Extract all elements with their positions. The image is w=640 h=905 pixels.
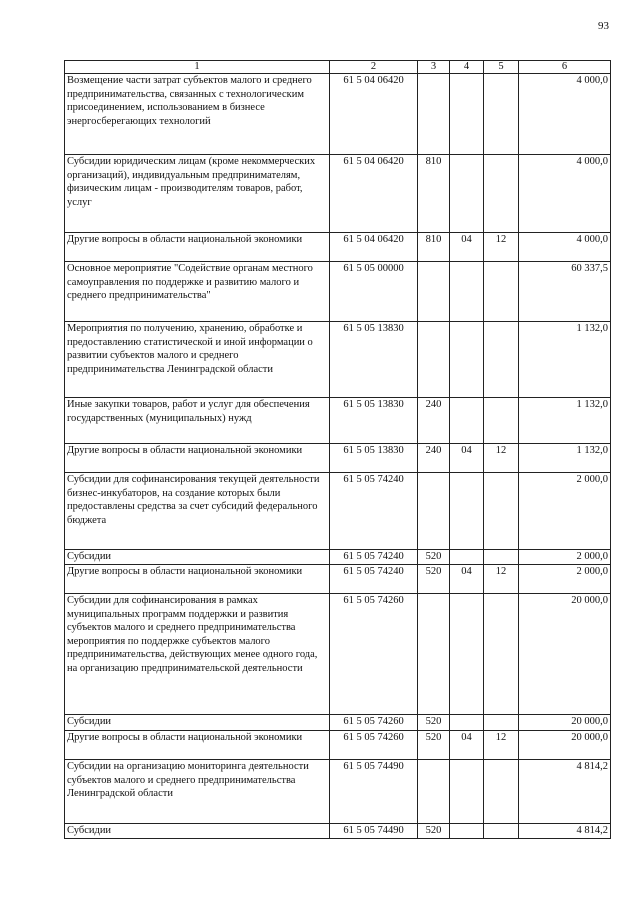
subsection-cell <box>484 715 519 731</box>
expense-type-cell: 240 <box>418 398 450 444</box>
section-cell <box>450 322 484 398</box>
target-article-code-cell: 61 5 05 13830 <box>330 444 418 473</box>
subsection-cell: 12 <box>484 731 519 760</box>
section-cell: 04 <box>450 565 484 594</box>
target-article-code-cell: 61 5 05 74240 <box>330 550 418 565</box>
table-row <box>65 760 611 824</box>
item-name-cell: Субсидии для софинансирования в рамках муниципальных программ поддержки и развития субъектов малого и среднего предпринимательства мероприятия по поддержке субъектов малого предпринимательства, действующих менее одного года, на организацию предпринимательской деятельности <box>65 594 330 715</box>
table-row <box>65 473 611 550</box>
table-row <box>65 262 611 322</box>
table-row <box>65 565 611 594</box>
amount-cell: 4 000,0 <box>519 233 611 262</box>
table-row <box>65 233 611 262</box>
section-cell <box>450 760 484 824</box>
subsection-cell <box>484 594 519 715</box>
section-cell <box>450 550 484 565</box>
amount-cell: 4 000,0 <box>519 74 611 155</box>
item-name-cell: Возмещение части затрат субъектов малого и среднего предпринимательства, связанных с технологическим присоединением, использованием в бизнесе энергосберегающих технологий <box>65 74 330 155</box>
item-name-cell: Субсидии <box>65 824 330 839</box>
amount-cell: 20 000,0 <box>519 594 611 715</box>
subsection-cell <box>484 262 519 322</box>
amount-cell: 2 000,0 <box>519 473 611 550</box>
section-cell: 04 <box>450 444 484 473</box>
section-cell <box>450 824 484 839</box>
section-cell: 04 <box>450 731 484 760</box>
expense-type-cell <box>418 594 450 715</box>
target-article-code-cell: 61 5 05 74490 <box>330 760 418 824</box>
expense-type-cell: 520 <box>418 550 450 565</box>
target-article-code-cell: 61 5 05 74240 <box>330 473 418 550</box>
item-name-cell: Субсидии для софинансирования текущей деятельности бизнес-инкубаторов, на создание которых были предоставлены средства за счет субсидий федерального бюджета <box>65 473 330 550</box>
target-article-code-cell: 61 5 05 74260 <box>330 715 418 731</box>
item-name-cell: Субсидии <box>65 715 330 731</box>
target-article-code-cell: 61 5 05 00000 <box>330 262 418 322</box>
subsection-cell <box>484 74 519 155</box>
item-name-cell: Иные закупки товаров, работ и услуг для обеспечения государственных (муниципальных) нужд <box>65 398 330 444</box>
section-cell <box>450 155 484 233</box>
target-article-code-cell: 61 5 05 74240 <box>330 565 418 594</box>
target-article-code-cell: 61 5 04 06420 <box>330 155 418 233</box>
expense-type-cell <box>418 74 450 155</box>
subsection-cell <box>484 760 519 824</box>
header-cell: 3 <box>418 61 450 74</box>
header-row <box>65 61 611 74</box>
item-name-cell: Субсидии на организацию мониторинга деятельности субъектов малого и среднего предпринимательства Ленинградской области <box>65 760 330 824</box>
item-name-cell: Субсидии юридическим лицам (кроме некоммерческих организаций), индивидуальным предпринимателям, физическим лицам - производителям товаров, работ, услуг <box>65 155 330 233</box>
table-row <box>65 550 611 565</box>
expense-type-cell: 520 <box>418 824 450 839</box>
expense-type-cell: 240 <box>418 444 450 473</box>
header-cell: 5 <box>484 61 519 74</box>
section-cell <box>450 594 484 715</box>
table-row <box>65 594 611 715</box>
section-cell <box>450 398 484 444</box>
amount-cell: 4 814,2 <box>519 824 611 839</box>
item-name-cell: Субсидии <box>65 550 330 565</box>
subsection-cell <box>484 322 519 398</box>
subsection-cell <box>484 155 519 233</box>
expense-type-cell <box>418 262 450 322</box>
target-article-code-cell: 61 5 05 13830 <box>330 322 418 398</box>
table-row <box>65 398 611 444</box>
header-cell: 1 <box>65 61 330 74</box>
target-article-code-cell: 61 5 04 06420 <box>330 233 418 262</box>
table-row <box>65 824 611 839</box>
subsection-cell: 12 <box>484 444 519 473</box>
expense-type-cell <box>418 760 450 824</box>
table-row <box>65 322 611 398</box>
amount-cell: 60 337,5 <box>519 262 611 322</box>
amount-cell: 20 000,0 <box>519 731 611 760</box>
amount-cell: 4 000,0 <box>519 155 611 233</box>
subsection-cell: 12 <box>484 565 519 594</box>
expense-type-cell: 810 <box>418 233 450 262</box>
amount-cell: 4 814,2 <box>519 760 611 824</box>
expense-type-cell: 520 <box>418 715 450 731</box>
target-article-code-cell: 61 5 05 74490 <box>330 824 418 839</box>
subsection-cell <box>484 473 519 550</box>
subsection-cell <box>484 550 519 565</box>
header-cell: 4 <box>450 61 484 74</box>
expense-type-cell: 520 <box>418 731 450 760</box>
table-row <box>65 74 611 155</box>
amount-cell: 1 132,0 <box>519 398 611 444</box>
header-cell: 2 <box>330 61 418 74</box>
table-row <box>65 155 611 233</box>
target-article-code-cell: 61 5 05 13830 <box>330 398 418 444</box>
target-article-code-cell: 61 5 05 74260 <box>330 594 418 715</box>
page-number: 93 <box>598 20 609 32</box>
item-name-cell: Другие вопросы в области национальной экономики <box>65 731 330 760</box>
amount-cell: 1 132,0 <box>519 444 611 473</box>
item-name-cell: Другие вопросы в области национальной экономики <box>65 233 330 262</box>
expense-type-cell <box>418 322 450 398</box>
header-cell: 6 <box>519 61 611 74</box>
section-cell <box>450 715 484 731</box>
table-row <box>65 444 611 473</box>
section-cell <box>450 262 484 322</box>
expense-type-cell <box>418 473 450 550</box>
target-article-code-cell: 61 5 05 74260 <box>330 731 418 760</box>
table-row <box>65 715 611 731</box>
section-cell <box>450 473 484 550</box>
budget-table <box>64 60 611 839</box>
section-cell: 04 <box>450 233 484 262</box>
table-row <box>65 731 611 760</box>
amount-cell: 2 000,0 <box>519 565 611 594</box>
subsection-cell: 12 <box>484 233 519 262</box>
target-article-code-cell: 61 5 04 06420 <box>330 74 418 155</box>
item-name-cell: Другие вопросы в области национальной экономики <box>65 565 330 594</box>
amount-cell: 2 000,0 <box>519 550 611 565</box>
item-name-cell: Другие вопросы в области национальной экономики <box>65 444 330 473</box>
expense-type-cell: 520 <box>418 565 450 594</box>
expense-type-cell: 810 <box>418 155 450 233</box>
subsection-cell <box>484 824 519 839</box>
item-name-cell: Мероприятия по получению, хранению, обработке и предоставлению статистической и иной информации о развитии субъектов малого и среднего предпринимательства Ленинградской области <box>65 322 330 398</box>
amount-cell: 20 000,0 <box>519 715 611 731</box>
subsection-cell <box>484 398 519 444</box>
amount-cell: 1 132,0 <box>519 322 611 398</box>
item-name-cell: Основное мероприятие "Содействие органам местного самоуправления по поддержке и развитию малого и среднего предпринимательства" <box>65 262 330 322</box>
section-cell <box>450 74 484 155</box>
